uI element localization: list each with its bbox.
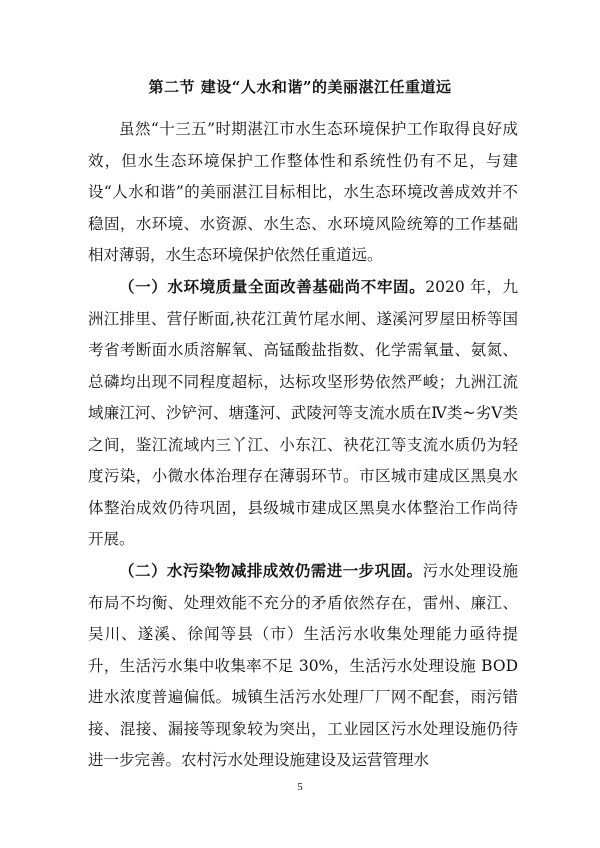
paragraph-text: 虽然“十三五”时期湛江市水生态环境保护工作取得良好成效，但水生态环境保护工作整体性和系统性仍有不足，与建设“人水和谐”的美丽湛江目标相比，水生态环境改善成效并不稳固，水环境、水资源、水生态、水环境风险统筹的工作基础相对薄弱，水生态环境保护依然任重道远。 [88,120,518,264]
paragraph-text: 污水处理设施布局不均衡、处理效能不充分的矛盾依然存在，雷州、廉江、吴川、遂溪、徐闻等县（市）生活污水收集处理能力亟待提升，生活污水集中收集率不足 30%，生活污水处理设施 BOD 进水浓度普遍偏低。城镇生活污水处理厂厂网不配套，雨污错接、混接、漏接等现象较为突出，工业园区污水处理设施仍待进一步完善。农村污水处理设施建设及运营管理水 [88,562,518,769]
paragraph-text: 2020 年，九洲江排里、营仔断面,袂花江黄竹尾水闸、遂溪河罗屋田桥等国考省考断面水质溶解氧、高锰酸盐指数、化学需氧量、氨氮、总磷均出现不同程度超标，达标攻坚形势依然严峻；九洲江流域廉江河、沙铲河、塘蓬河、武陵河等支流水质在Ⅳ类~劣Ⅴ类之间，鉴江流域内三丫江、小东江、袂花江等支流水质仍为轻度污染，小微水体治理存在薄弱环节。市区城市建成区黑臭水体整治成效仍待巩固，县级城市建成区黑臭水体整治工作尚待开展。 [88,278,518,548]
paragraph-lead: （一）水环境质量全面改善基础尚不牢固。 [119,277,426,296]
paragraph-water-quality [88,271,518,556]
section-title: 第二节 建设“人水和谐”的美丽湛江任重道远 [148,78,452,96]
paragraph-lead: （二）水污染物减排成效仍需进一步巩固。 [119,561,423,580]
page-number: 5 [297,781,303,793]
paragraph-intro [88,113,518,272]
paragraph-pollutant-reduction [88,555,518,777]
